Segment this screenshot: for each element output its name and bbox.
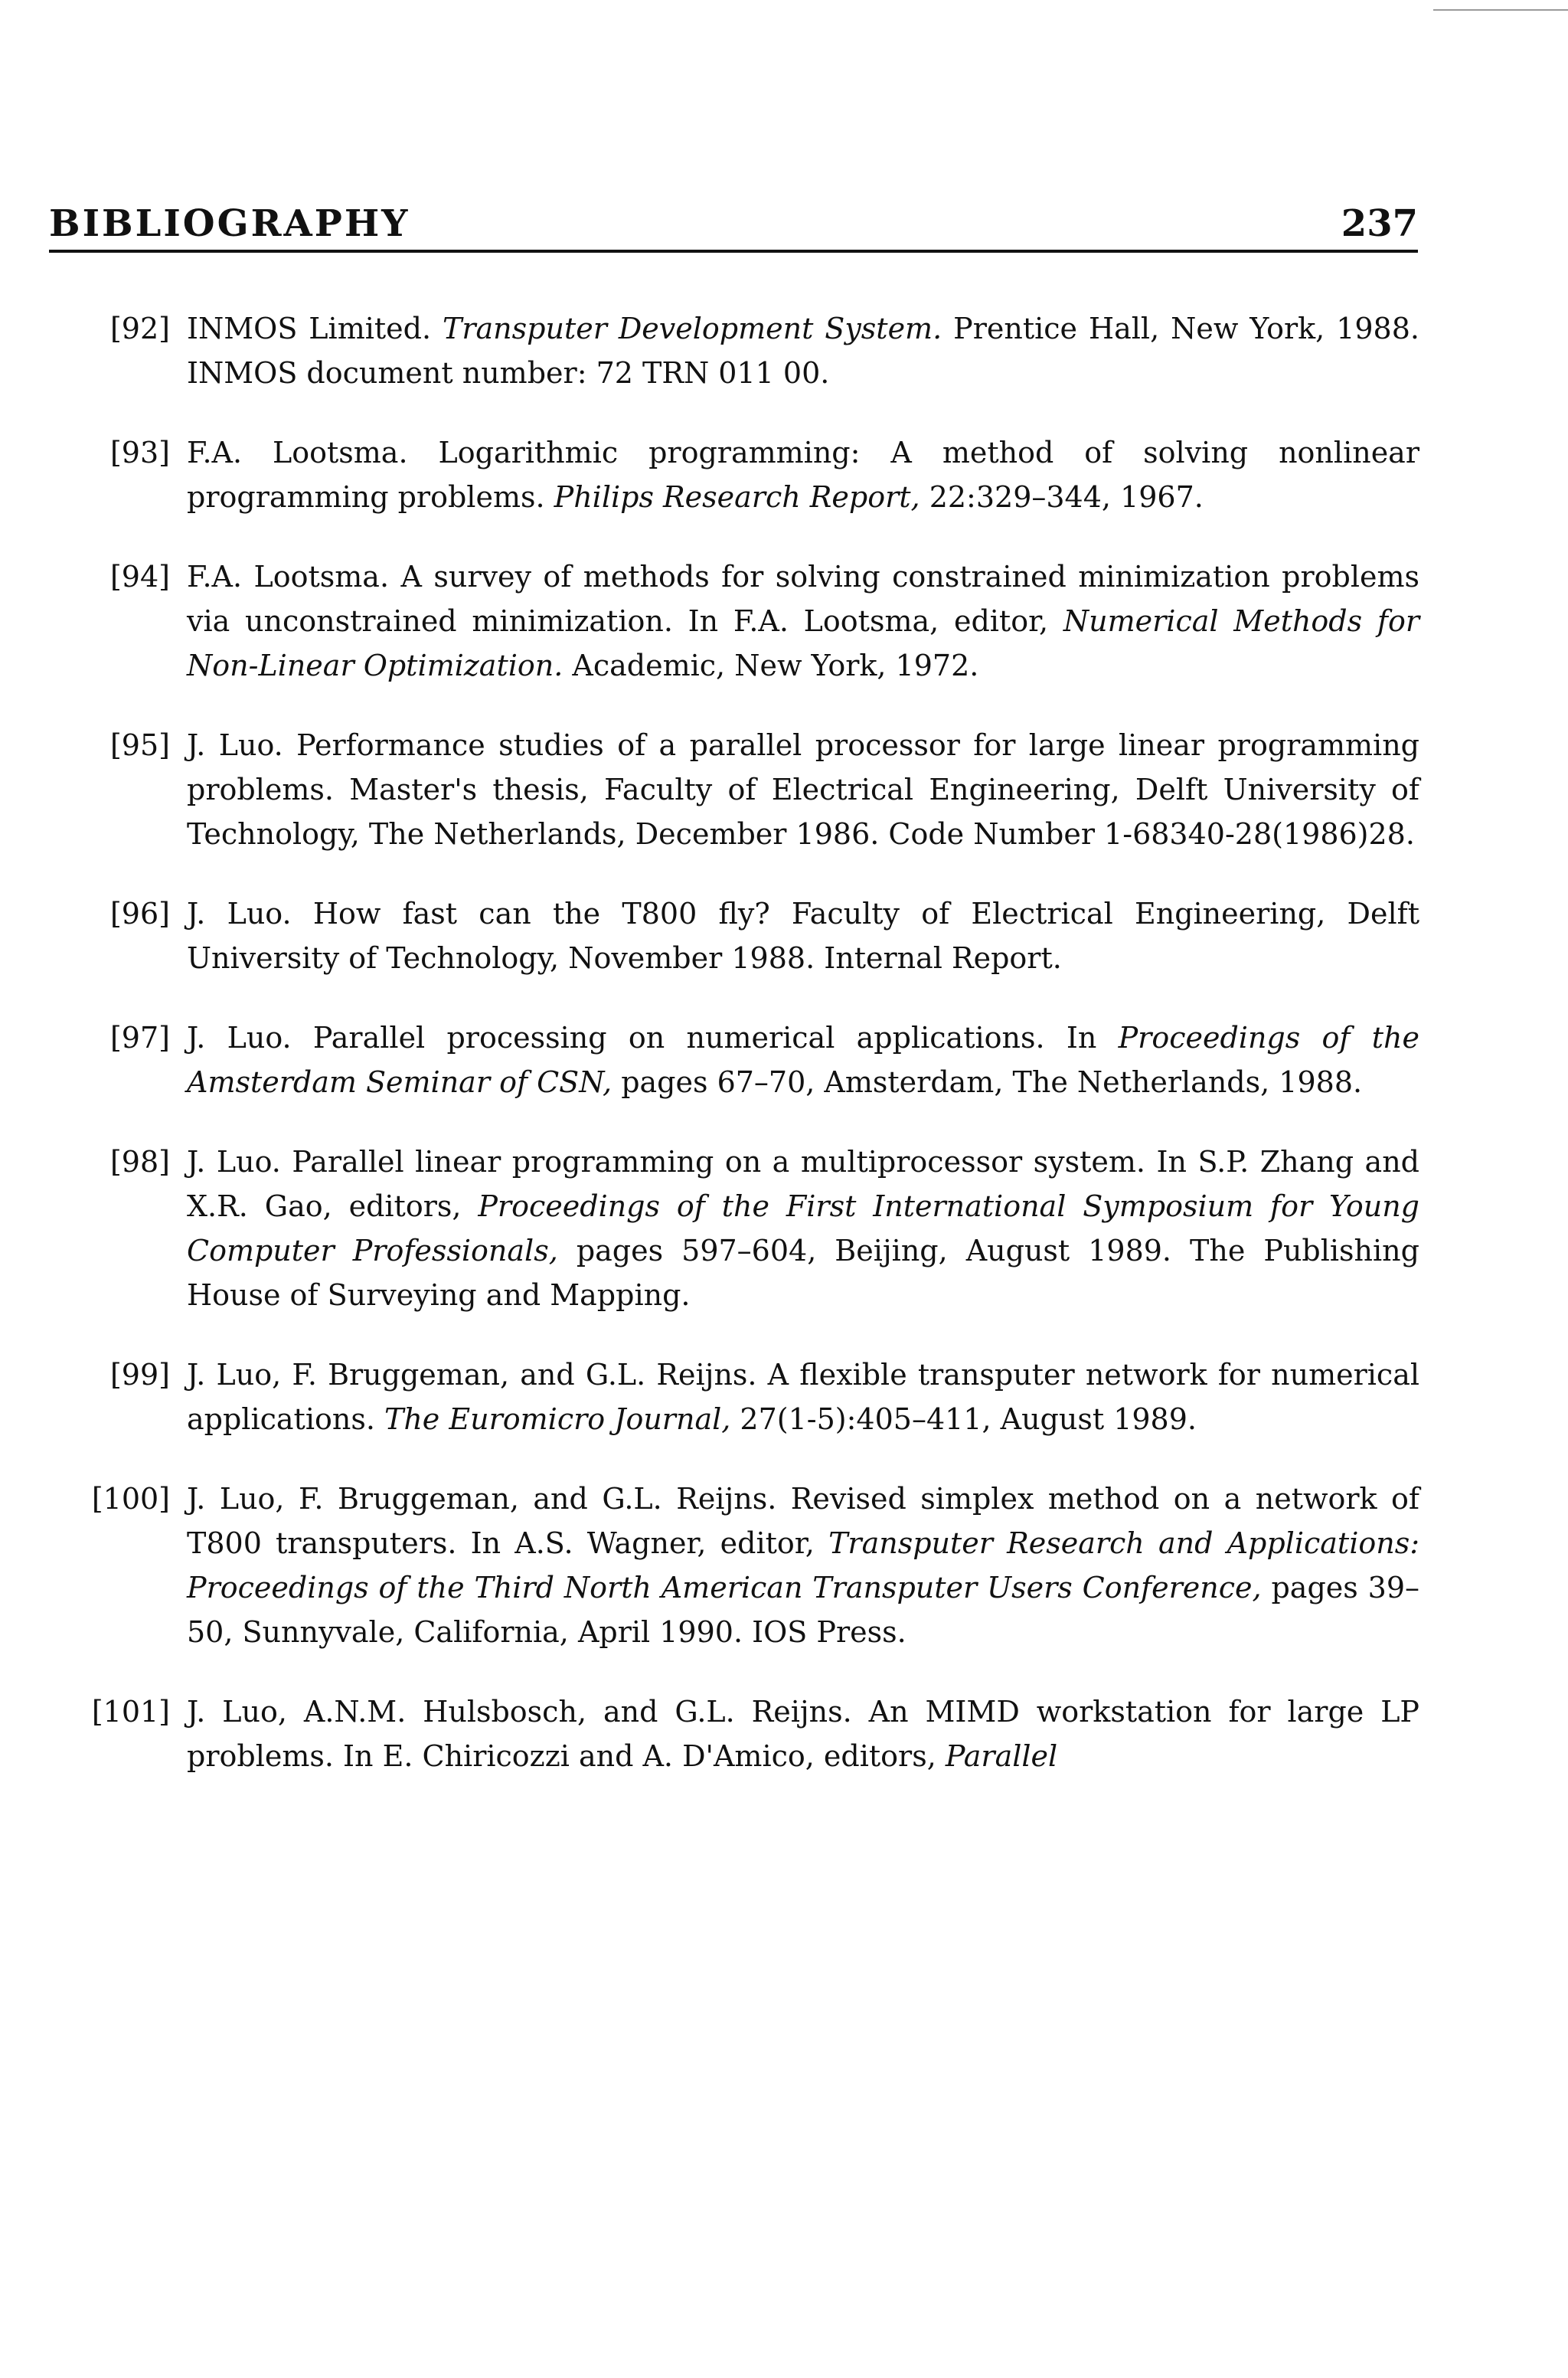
reference-entry [49,1016,1419,1104]
reference-title-italic: Transputer Research and Applications: Proceedings of the Third North American Transputer Users Conference, [187,1526,1420,1604]
reference-entry [49,554,1419,688]
reference-number: [100] [91,1482,170,1516]
reference-entry [49,1477,1419,1654]
reference-text [187,891,1419,980]
reference-text-segment: 27(1-5):405–411, August 1989. [730,1402,1197,1436]
reference-text [187,306,1419,395]
page-header [49,198,1418,253]
reference-text-segment: pages 597–604, Beijing, August 1989. The Publishing House of Surveying and Mapping. [187,1234,1419,1312]
reference-entry [49,723,1419,856]
reference-number: [97] [109,1021,170,1055]
reference-text-segment: 22:329–344, 1967. [920,480,1204,514]
reference-text-segment: J. Luo, F. Bruggeman, and G.L. Reijns. Revised simplex method on a network of T800 transputers. In A.S. Wagner, editor, [187,1482,1419,1560]
header-rule [49,250,1418,253]
running-head-title: BIBLIOGRAPHY [49,202,410,245]
reference-text [187,723,1419,856]
top-edge-rule [1433,9,1568,11]
reference-entry [49,306,1419,395]
reference-title-italic: Transputer Development System. [443,312,942,345]
reference-number: [93] [109,436,170,469]
reference-text-segment: J. Luo. How fast can the T800 fly? Faculty of Electrical Engineering, Delft University of Technology, November 1988. Internal Report. [187,897,1419,975]
reference-title-italic: Proceedings of the Amsterdam Seminar of CSN, [187,1021,1419,1099]
reference-text [187,1689,1419,1778]
reference-number: [98] [109,1145,170,1179]
reference-text-segment: F.A. Lootsma. Logarithmic programming: A method of solving nonlinear programming problems. [187,436,1419,514]
reference-title-italic: Parallel [945,1739,1058,1773]
reference-text-segment: pages 67–70, Amsterdam, The Netherlands, 1988. [612,1065,1363,1099]
reference-number: [96] [109,897,170,931]
reference-number: [94] [109,560,170,594]
reference-text-segment: J. Luo, F. Bruggeman, and G.L. Reijns. A flexible transputer network for numerical applications. [187,1358,1419,1436]
reference-text [187,554,1419,688]
reference-number: [99] [109,1358,170,1392]
reference-text [187,1477,1419,1654]
reference-text-segment: J. Luo. Parallel processing on numerical applications. In [187,1021,1119,1055]
reference-text [187,1353,1419,1441]
reference-text [187,1016,1419,1104]
reference-number: [92] [109,312,170,345]
reference-text [187,1140,1419,1317]
reference-title-italic: Numerical Methods for Non-Linear Optimization. [187,604,1419,682]
reference-title-italic: Philips Research Report, [554,480,920,514]
reference-text-segment: pages 39–50, Sunnyvale, California, April 1990. IOS Press. [187,1571,1419,1649]
reference-text-segment: INMOS Limited. [187,312,443,345]
reference-text-segment: Academic, New York, 1972. [563,649,979,682]
reference-text [187,430,1419,519]
reference-title-italic: Proceedings of the First International Symposium for Young Computer Professionals, [187,1189,1419,1268]
reference-list [49,306,1419,1814]
reference-text-segment: J. Luo. Parallel linear programming on a multiprocessor system. In S.P. Zhang and X.R. Gao, editors, [187,1145,1419,1223]
reference-entry [49,430,1419,519]
reference-text-segment: Prentice Hall, New York, 1988. INMOS document number: 72 TRN 011 00. [187,312,1419,390]
page-number: 237 [1341,202,1418,245]
reference-entry [49,1353,1419,1441]
reference-entry [49,891,1419,980]
reference-number: [95] [109,728,170,762]
reference-entry [49,1689,1419,1778]
reference-number: [101] [91,1695,170,1729]
reference-title-italic: The Euromicro Journal, [384,1402,731,1436]
reference-text-segment: J. Luo, A.N.M. Hulsbosch, and G.L. Reijns. An MIMD workstation for large LP problems. In E. Chiricozzi and A. D'Amico, editors, [187,1695,1419,1773]
reference-text-segment: J. Luo. Performance studies of a parallel processor for large linear programming problems. Master's thesis, Faculty of Electrical Engineering, Delft University of Technology, The Netherlands, December 1986. Code Number 1-68340-28(1986)28. [187,728,1419,851]
reference-text-segment: F.A. Lootsma. A survey of methods for solving constrained minimization problems via unconstrained minimization. In F.A. Lootsma, editor, [187,560,1419,638]
reference-entry [49,1140,1419,1317]
